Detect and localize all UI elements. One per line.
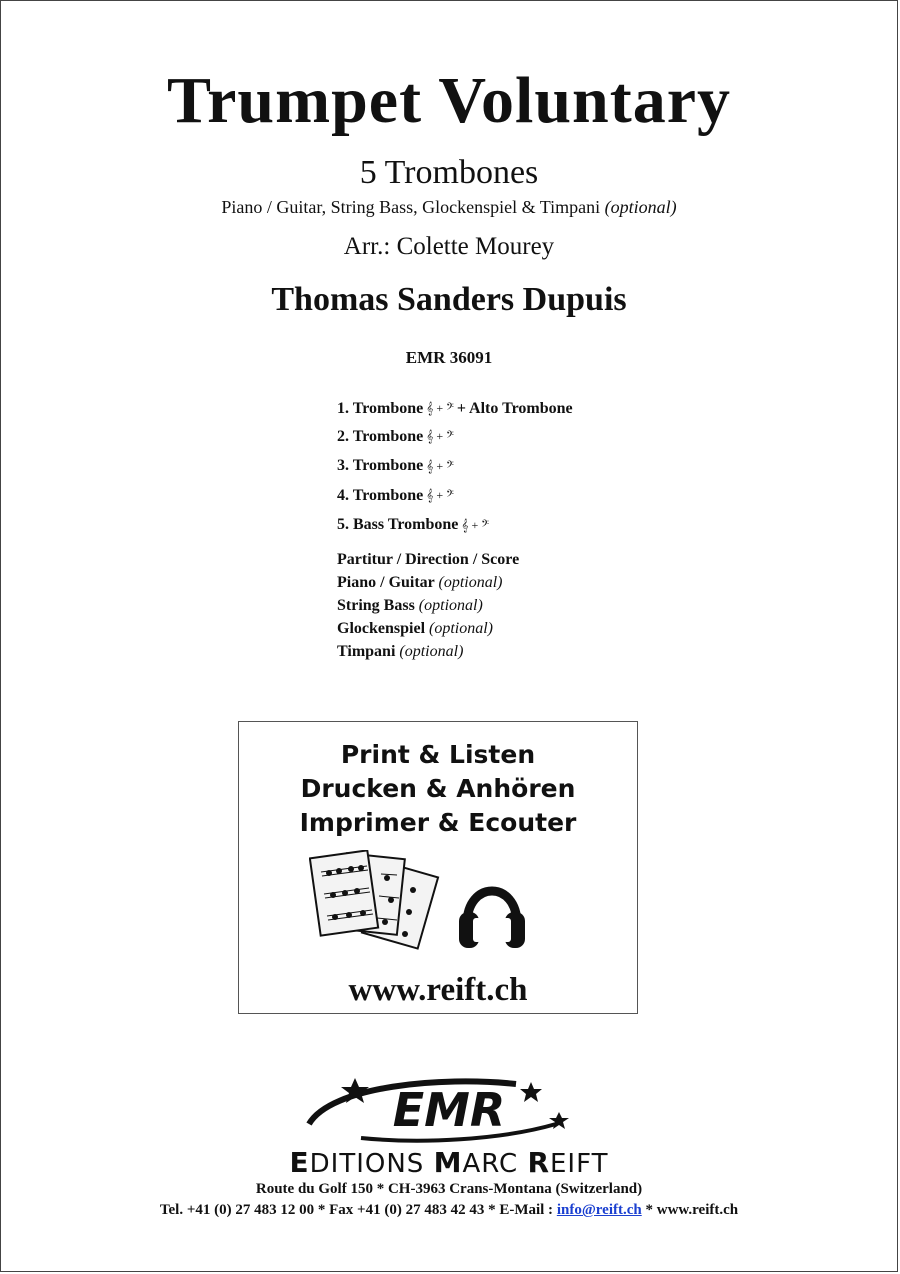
part-extra: + Alto Trombone [456, 399, 573, 417]
subtitle: 5 Trombones [359, 154, 539, 191]
clef-icon: 𝄞 + 𝄢 [426, 429, 454, 444]
part-label: 1. Trombone [337, 399, 424, 417]
part-item [337, 422, 573, 452]
clef-icon: 𝄞 + 𝄢 [461, 517, 489, 532]
parts-list [337, 395, 573, 540]
composer: Thomas Sanders Dupuis [271, 281, 627, 318]
publisher-word: DITIONS [309, 1149, 434, 1179]
arranger: Arr.: Colette Mourey [343, 233, 555, 260]
extra-label: Partitur / Direction / Score [337, 551, 520, 568]
publisher-address: Route du Golf 150 * CH-3963 Crans-Montana (Switzerland) [255, 1181, 643, 1197]
publisher-initial: E [289, 1146, 310, 1179]
sheet-music-icon [310, 850, 438, 948]
extra-label: String Bass [337, 597, 415, 614]
extra-item [337, 640, 519, 663]
emr-logo [301, 1076, 601, 1146]
email-link[interactable]: info@reift.ch [556, 1202, 642, 1218]
instrumentation-text: Piano / Guitar, String Bass, Glockenspiel & Timpani [221, 197, 601, 217]
print-listen-box [238, 721, 638, 1014]
publisher-initial: R [527, 1146, 550, 1179]
extra-item [337, 548, 519, 571]
part-item [337, 481, 573, 511]
publisher-word: ARC [462, 1149, 528, 1179]
headphones-icon [459, 891, 525, 948]
logo-text: EMR [392, 1083, 506, 1137]
part-item [337, 395, 573, 422]
part-label: 2. Trombone [337, 427, 424, 445]
clef-icon: 𝄞 + 𝄢 [426, 488, 454, 503]
extra-item [337, 571, 519, 594]
extra-label: Glockenspiel [337, 620, 426, 637]
page-title: Trumpet Voluntary [166, 64, 731, 137]
promo-line: Print & Listen [340, 740, 536, 769]
optional-note: (optional) [418, 597, 483, 614]
clef-icon: 𝄞 + 𝄢 [426, 401, 454, 415]
part-label: 3. Trombone [337, 457, 424, 475]
publisher-name [1, 1146, 897, 1179]
optional-note: (optional) [429, 620, 494, 637]
optional-note: (optional) [604, 197, 677, 217]
publisher-initial: M [433, 1146, 463, 1179]
contact-website: * www.reift.ch [645, 1202, 739, 1218]
optional-note: (optional) [399, 643, 464, 660]
website-link[interactable]: www.reift.ch [348, 972, 528, 1008]
optional-note: (optional) [438, 574, 503, 591]
extra-label: Piano / Guitar [337, 574, 435, 591]
extra-item [337, 617, 519, 640]
instrumentation-line [1, 197, 897, 218]
part-item [337, 511, 573, 541]
extra-label: Timpani [337, 643, 396, 660]
part-label: 5. Bass Trombone [337, 516, 459, 534]
part-item [337, 452, 573, 482]
extras-list [337, 548, 519, 663]
extra-item [337, 594, 519, 617]
clef-icon: 𝄞 + 𝄢 [426, 458, 454, 473]
contact-text: Tel. +41 (0) 27 483 12 00 * Fax +41 (0) 27 483 42 43 * E-Mail : [159, 1202, 554, 1218]
catalog-code: EMR 36091 [405, 348, 493, 367]
publisher-contact [1, 1202, 897, 1219]
promo-line: Imprimer & Ecouter [299, 808, 577, 837]
promo-line: Drucken & Anhören [300, 774, 576, 803]
part-label: 4. Trombone [337, 486, 424, 504]
publisher-word: EIFT [550, 1149, 609, 1179]
